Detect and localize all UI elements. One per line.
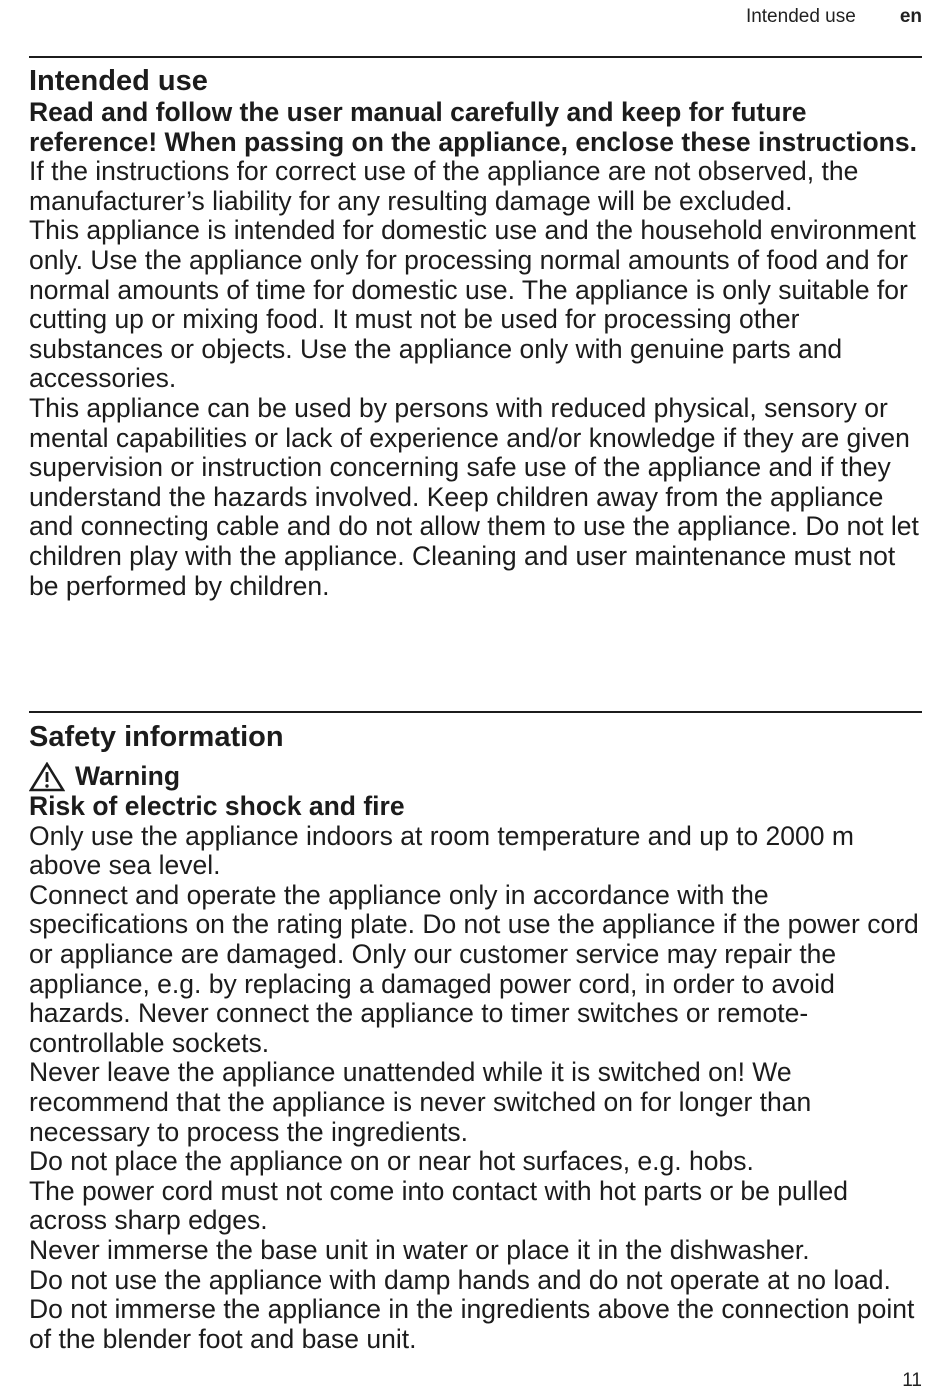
safety-paragraph: Never leave the appliance unattended while it is switched on! We recommend that the appliance is never switched on for longer than necessary to process the ingredients. <box>29 1057 812 1147</box>
safety-paragraph: Do not use the appliance with damp hands and do not operate at no load. Do not immerse the appliance in the ingredients above the connection point of the blender foot and base unit. <box>29 1264 915 1354</box>
warning-triangle-icon <box>29 762 65 792</box>
running-header <box>746 6 922 28</box>
risk-title: Risk of electric shock and fire <box>29 791 405 821</box>
safety-information-title: Safety information <box>29 721 284 753</box>
safety-paragraph: Only use the appliance indoors at room temperature and up to 2000 m above sea level. <box>29 820 854 881</box>
safety-paragraph: Do not place the appliance on or near hot surfaces, e.g. hobs. <box>29 1146 754 1177</box>
intended-use-paragraph: If the instructions for correct use of the appliance are not observed, the manufacturer’s liability for any resulting damage will be excluded. <box>29 156 859 216</box>
header-language-code: en <box>899 6 922 27</box>
safety-paragraph: The power cord must not come into contact with hot parts or be pulled across sharp edges. <box>29 1175 848 1236</box>
warning-line <box>29 762 919 792</box>
intended-use-paragraph: This appliance can be used by persons with reduced physical, sensory or mental capabilities or lack of experience and/or knowledge if they are given supervision or instruction concerning safe use of the appliance and if they understand the hazards involved. Keep children away from the appliance and connecting cable and do not allow them to use the appliance. Do not let children play with the appliance. Cleaning and user maintenance must not be performed by children. <box>29 392 919 601</box>
intended-use-paragraph: This appliance is intended for domestic use and the household environment only. Use the appliance only for processing normal amounts of food and for normal amounts of time for domestic use. The appliance is only suitable for cutting up or mixing food. It must not be used for processing other substances or objects. Use the appliance only with genuine parts and accessories. <box>29 215 916 394</box>
section-divider <box>29 711 922 713</box>
intended-use-section <box>29 64 919 601</box>
safety-information-section <box>29 720 919 1354</box>
page-number: 11 <box>902 1370 922 1391</box>
safety-paragraph: Never immerse the base unit in water or place it in the dishwasher. <box>29 1234 810 1265</box>
warning-label: Warning <box>75 761 181 792</box>
header-section-title: Intended use <box>745 6 856 27</box>
safety-paragraph: Connect and operate the appliance only in accordance with the specifications on the rating plate. Do not use the appliance if the power cord or appliance are damaged. Only our customer service may repair the appliance, e.g. by replacing a damaged power cord, in order to avoid hazards. Never connect the appliance to timer switches or remote-controllable sockets. <box>29 879 919 1058</box>
intended-use-title: Intended use <box>29 65 208 97</box>
top-divider <box>29 56 922 58</box>
intended-use-intro: Read and follow the user manual carefully and keep for future reference! When passing on the appliance, enclose these instructions. <box>29 97 917 157</box>
